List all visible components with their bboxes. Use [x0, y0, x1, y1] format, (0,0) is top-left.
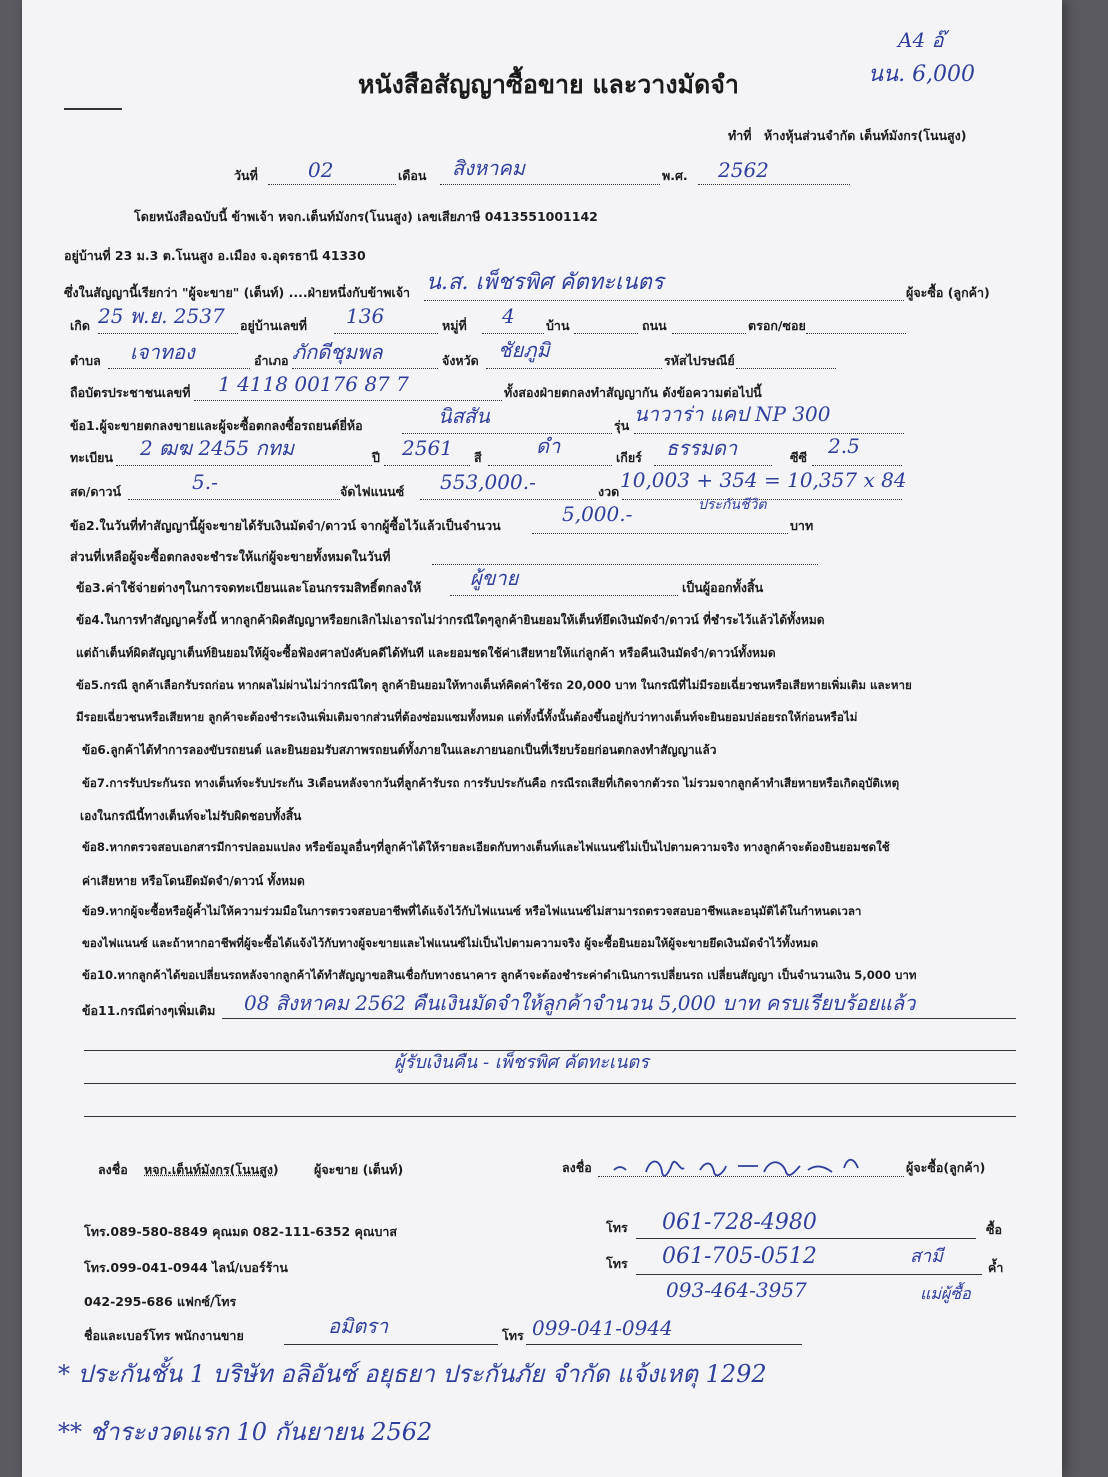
corner-note-top: A4 อ๊ — [898, 28, 944, 52]
clause3-suffix: เป็นผู้ออกทั้งสิ้น — [682, 580, 764, 595]
down-label: สด/ดาวน์ — [70, 484, 122, 499]
tel2-label: โทร — [606, 1256, 628, 1271]
seller-address: อยู่บ้านที่ 23 ม.3 ต.โนนสูง อ.เมือง จ.อุดรธานี 41330 — [64, 248, 366, 263]
tambon-line — [108, 368, 250, 369]
clause5-line1: ข้อ5.กรณี ลูกค้าเลือกรับรถก่อน หากผลไม่ผ่านไม่ว่ากรณีใดๆ ลูกค้ายินยอมให้ทางเต็นท์คิดค่าใช้รถ 20,000 บาท ในกรณีที่ไม่มีรอยเฉี่ยวชนหรือเสียหายเพิ่มเติม และหาย — [76, 678, 912, 692]
buyer-name-line — [424, 300, 904, 301]
year-label: พ.ศ. — [662, 168, 688, 183]
road-line — [672, 333, 746, 334]
model-label: รุ่น — [614, 418, 630, 433]
color-value: ดำ — [536, 434, 561, 458]
tel1-line — [636, 1238, 976, 1239]
finance-label: จัดไฟแนนซ์ — [340, 484, 405, 499]
installment-value: 10,003 + 354 = 10,357 x 84 — [620, 468, 907, 492]
clause7-line1: ข้อ7.การรับประกันรถ ทางเต็นท์จะรับประกัน 3เดือนหลังจากวันที่ลูกค้ารับรถ การรับประกันคือ กรณีรถเสียที่เกิดจากตัวรถ ไม่รวมจากลูกค้าทำเสียหายหรือเกิดอุบัติเหตุ — [82, 776, 900, 790]
id-line — [194, 400, 502, 401]
gear-line — [654, 465, 772, 466]
province-line — [486, 368, 662, 369]
clause2-note: ประกันชีวิต — [698, 497, 767, 513]
clause3-line — [450, 595, 678, 596]
tel1-role: ซื้อ — [986, 1222, 1002, 1237]
contact-line1: โทร.089-580-8849 คุณมด 082-111-6352 คุณบาส — [84, 1224, 398, 1239]
clause2-unit: บาท — [790, 518, 814, 533]
moo-label: หมู่ที่ — [442, 318, 467, 333]
clause8-line2: ค่าเสียหาย หรือโดนยึดมัดจำ/ดาวน์ ทั้งหมด — [82, 874, 305, 888]
soi-line — [806, 333, 906, 334]
buyer-role-label: ผู้จะซื้อ (ลูกค้า) — [906, 285, 990, 300]
clause11-note2: ผู้รับเงินคืน - เพ็ชรพิศ คัตทะเนตร — [394, 1052, 649, 1073]
year-line — [698, 184, 850, 185]
soi-label: ตรอก/ซอย — [748, 318, 806, 333]
down-value: 5.- — [192, 470, 218, 494]
province-value: ชัยภูมิ — [498, 338, 550, 362]
province-label: จังหวัด — [442, 353, 479, 368]
place-value: ห้างหุ้นส่วนจำกัด เต็นท์มังกร(โนนสูง) — [764, 128, 967, 143]
house-value: 136 — [346, 304, 385, 328]
month-label: เดือน — [398, 168, 427, 183]
color-label: สี — [474, 450, 482, 465]
day-value: 02 — [308, 158, 334, 182]
clause2b-line — [432, 564, 818, 565]
header-mark — [64, 108, 122, 110]
clause3-value: ผู้ขาย — [470, 566, 519, 590]
clause11-line1 — [222, 1018, 1016, 1019]
contact-line3: 042-295-686 แฟกซ์/โทร — [84, 1294, 237, 1309]
cc-value: 2.5 — [828, 434, 860, 458]
reg-value: 2 ฒฆ 2455 กทม — [140, 436, 295, 460]
cc-label: ซีซี — [790, 450, 807, 465]
tel2-line — [636, 1274, 982, 1275]
moo-value: 4 — [502, 304, 515, 328]
clause1-label: ข้อ1.ผู้จะขายตกลงขายและผู้จะซื้อตกลงซื้อรถยนต์ยี่ห้อ — [70, 418, 363, 433]
staff-tel-line — [526, 1344, 802, 1345]
month-value: สิงหาคม — [452, 156, 525, 180]
day-line — [268, 184, 396, 185]
gear-value: ธรรมดา — [666, 436, 738, 460]
house-line — [334, 333, 438, 334]
clause5-line2: มีรอยเฉี่ยวชนหรือเสียหาย ลูกค้าจะต้องชำระเงินเพิ่มเติมจากส่วนที่ต้องซ่อมแซมทั้งหมด แต่ทั้งนี้ทั้งนั้นต้องขึ้นอยู่กับว่าทางเต็นท์จะยินยอมปล่อยรถให้ก่อนหรือไม่ — [76, 710, 858, 724]
contact-line2: โทร.099-041-0944 ไลน์/เบอร์ร้าน — [84, 1260, 288, 1275]
color-line — [488, 465, 612, 466]
road-label: ถนน — [642, 318, 667, 333]
gear-label: เกียร์ — [616, 450, 642, 465]
buyer-sign-label: ลงชื่อ — [562, 1160, 592, 1175]
footer-note-insurance: * ประกันชั้น 1 บริษัท อลิอันซ์ อยุธยา ประกันภัย จำกัด แจ้งเหตุ 1292 — [58, 1360, 767, 1388]
tel1-label: โทร — [606, 1220, 628, 1235]
clause11-note1: 08 สิงหาคม 2562 คืนเงินมัดจำให้ลูกค้าจำนวน 5,000 บาท ครบเรียบร้อยแล้ว — [244, 991, 916, 1015]
vehicle-year-value: 2561 — [402, 436, 453, 460]
model-line — [634, 433, 904, 434]
document-title: หนังสือสัญญาซื้อขาย และวางมัดจำ — [358, 70, 739, 99]
amphoe-label: อำเภอ — [254, 353, 289, 368]
born-label: เกิด — [70, 318, 90, 333]
id-suffix: ทั้งสองฝ่ายตกลงทำสัญญากัน ดังข้อความต่อไปนี้ — [504, 385, 762, 400]
house-label: อยู่บ้านเลขที่ — [240, 318, 308, 333]
born-value: 25 พ.ย. 2537 — [98, 304, 225, 328]
month-line — [440, 184, 660, 185]
buyer-signature — [608, 1148, 888, 1182]
contract-page — [22, 0, 1062, 1477]
finance-value: 553,000.- — [440, 470, 536, 494]
clause11-line3 — [84, 1083, 1016, 1084]
staff-tel-label: โทร — [502, 1328, 524, 1343]
buyer-role: ผู้จะซื้อ(ลูกค้า) — [906, 1160, 986, 1175]
day-label: วันที่ — [234, 168, 258, 183]
tel3-note: แม่ผู้ซื้อ — [920, 1284, 971, 1303]
moo-line — [482, 333, 544, 334]
postal-label: รหัสไปรษณีย์ — [664, 353, 735, 368]
amphoe-value: ภักดีชุมพล — [292, 340, 383, 364]
tambon-value: เจาทอง — [130, 340, 195, 364]
staff-name-line — [284, 1344, 498, 1345]
model-value: นาวาร่า แคป NP 300 — [634, 402, 831, 426]
staff-name: อมิตรา — [328, 1314, 389, 1338]
brand-value: นิสสัน — [438, 404, 490, 428]
buyer-called-label: ซึ่งในสัญญานี้เรียกว่า "ผู้จะขาย" (เต็นท์) ....ฝ่ายหนึ่งกับข้าพเจ้า — [64, 285, 411, 300]
vehicle-year-label: ปี — [372, 450, 380, 465]
clause2-amount: 5,000.- — [562, 502, 633, 526]
place-label: ทำที่ — [728, 128, 752, 143]
footer-note-first-payment: ** ชำระงวดแรก 10 กันยายน 2562 — [58, 1418, 433, 1446]
clause3-text: ข้อ3.ค่าใช้จ่ายต่างๆในการจดทะเบียนและโอนกรรมสิทธิ์ตกลงให้ — [76, 580, 422, 595]
clause2-text: ข้อ2.ในวันที่ทำสัญญานี้ผู้จะขายได้รับเงินมัดจำ/ดาวน์ จากผู้ซื้อไว้แล้วเป็นจำนวน — [70, 518, 501, 533]
brand-line — [402, 433, 612, 434]
tel3-value: 093-464-3957 — [666, 1278, 807, 1302]
id-value: 1 4118 00176 87 7 — [218, 372, 409, 396]
village-line — [574, 333, 638, 334]
buyer-name: น.ส. เพ็ชรพิศ คัตทะเนตร — [426, 270, 664, 295]
tambon-label: ตำบล — [70, 353, 101, 368]
clause11-label: ข้อ11.กรณีต่างๆเพิ่มเติม — [82, 1003, 216, 1018]
tel2-role: ค้ำ — [988, 1260, 1004, 1275]
down-line — [128, 499, 340, 500]
clause2b-text: ส่วนที่เหลือผู้จะซื้อตกลงจะชำระให้แก่ผู้จะขายทั้งหมดในวันที่ — [70, 549, 391, 564]
amphoe-line — [292, 368, 438, 369]
clause11-line2 — [84, 1050, 1016, 1051]
seller-sign-value: หจก.เต็นท์มังกร(โนนสูง) — [144, 1162, 279, 1177]
clause10-text: ข้อ10.หากลูกค้าได้ขอเปลี่ยนรถหลังจากลูกค้าได้ทำสัญญาขอสินเชื่อกับทางธนาคาร ลูกค้าจะต้องชำระค่าดำเนินการเปลี่ยนรถ เปลี่ยนสัญญา เป็นจำนวนเงิน 5,000 บาท — [82, 968, 917, 982]
seller-intro: โดยหนังสือฉบับนี้ ข้าพเจ้า หจก.เต็นท์มังกร(โนนสูง) เลขเสียภาษี 0413551001142 — [134, 209, 598, 224]
clause4-line1: ข้อ4.ในการทำสัญญาครั้งนี้ หากลูกค้าผิดสัญญาหรือยกเลิกไม่เอารถไม่ว่ากรณีใดๆลูกค้ายินยอมให้เต็นท์ยึดเงินมัดจำ/ดาวน์ ที่ชำระไว้แล้วได้ทั้งหมด — [76, 613, 825, 627]
tel2-value: 061-705-0512 — [662, 1244, 817, 1269]
clause9-line2: ของไฟแนนซ์ และถ้าหากอาชีพที่ผู้จะซื้อได้แจ้งไว้กับทางผู้จะขายและไฟแนนซ์ไม่เป็นไปตามความจริง ผู้จะซื้อยินยอมให้ผู้จะขายยึดเงินมัดจำไว้ทั้งหมด — [82, 936, 819, 950]
clause9-line1: ข้อ9.หากผู้จะซื้อหรือผู้ค้ำไม่ให้ความร่วมมือในการตรวจสอบอาชีพที่ได้แจ้งไว้กับไฟแนนซ์ หรือไฟแนนซ์ไม่สามารถตรวจสอบอาชีพและอนุมัติได้ในกำหนดเวลา — [82, 904, 862, 918]
village-label: บ้าน — [546, 318, 570, 333]
vehicle-year-line — [384, 465, 470, 466]
clause4-line2: แต่ถ้าเต็นท์ผิดสัญญาเต็นท์ยินยอมให้ผู้จะซื้อฟ้องศาลบังคับคดีได้ทันที และยอมชดใช้ค่าเสียหายให้แก่ลูกค้า หรือคืนเงินมัดจำ/ดาวน์ทั้งหมด — [76, 646, 776, 660]
corner-note-weight: นน. 6,000 — [868, 62, 976, 87]
clause8-line1: ข้อ8.หากตรวจสอบเอกสารมีการปลอมแปลง หรือข้อมูลอื่นๆที่ลูกค้าได้ให้รายละเอียดกับทางเต็นท์และไฟแนนซ์ไม่เป็นไปตามความจริง ทางลูกค้าจะต้องยินยอมชดใช้ — [82, 840, 890, 854]
clause6-text: ข้อ6.ลูกค้าได้ทำการลองขับรถยนต์ และยินยอมรับสภาพรถยนต์ทั้งภายในและภายนอกเป็นที่เรียบร้อยก่อนตกลงทำสัญญาแล้ว — [82, 743, 717, 757]
reg-line — [116, 465, 372, 466]
tel2-note: สามี — [910, 1246, 943, 1267]
cc-line — [812, 465, 902, 466]
clause7-line2: เองในกรณีนี้ทางเต็นท์จะไม่รับผิดชอบทั้งสิ้น — [80, 809, 302, 823]
seller-role: ผู้จะขาย (เต็นท์) — [314, 1162, 404, 1177]
staff-tel: 099-041-0944 — [532, 1316, 673, 1340]
clause11-line4 — [84, 1116, 1016, 1117]
year-value: 2562 — [718, 158, 769, 182]
id-label: ถือบัตรประชาชนเลขที่ — [70, 385, 191, 400]
finance-line — [420, 499, 596, 500]
staff-label: ชื่อและเบอร์โทร พนักงานขาย — [84, 1328, 244, 1343]
born-line — [98, 333, 238, 334]
tel1-value: 061-728-4980 — [662, 1210, 817, 1235]
reg-label: ทะเบียน — [70, 450, 114, 465]
seller-sign-label: ลงชื่อ — [98, 1162, 128, 1177]
postal-line — [736, 368, 836, 369]
clause2-amount-line — [532, 533, 788, 534]
installment-label: งวด — [598, 484, 620, 499]
